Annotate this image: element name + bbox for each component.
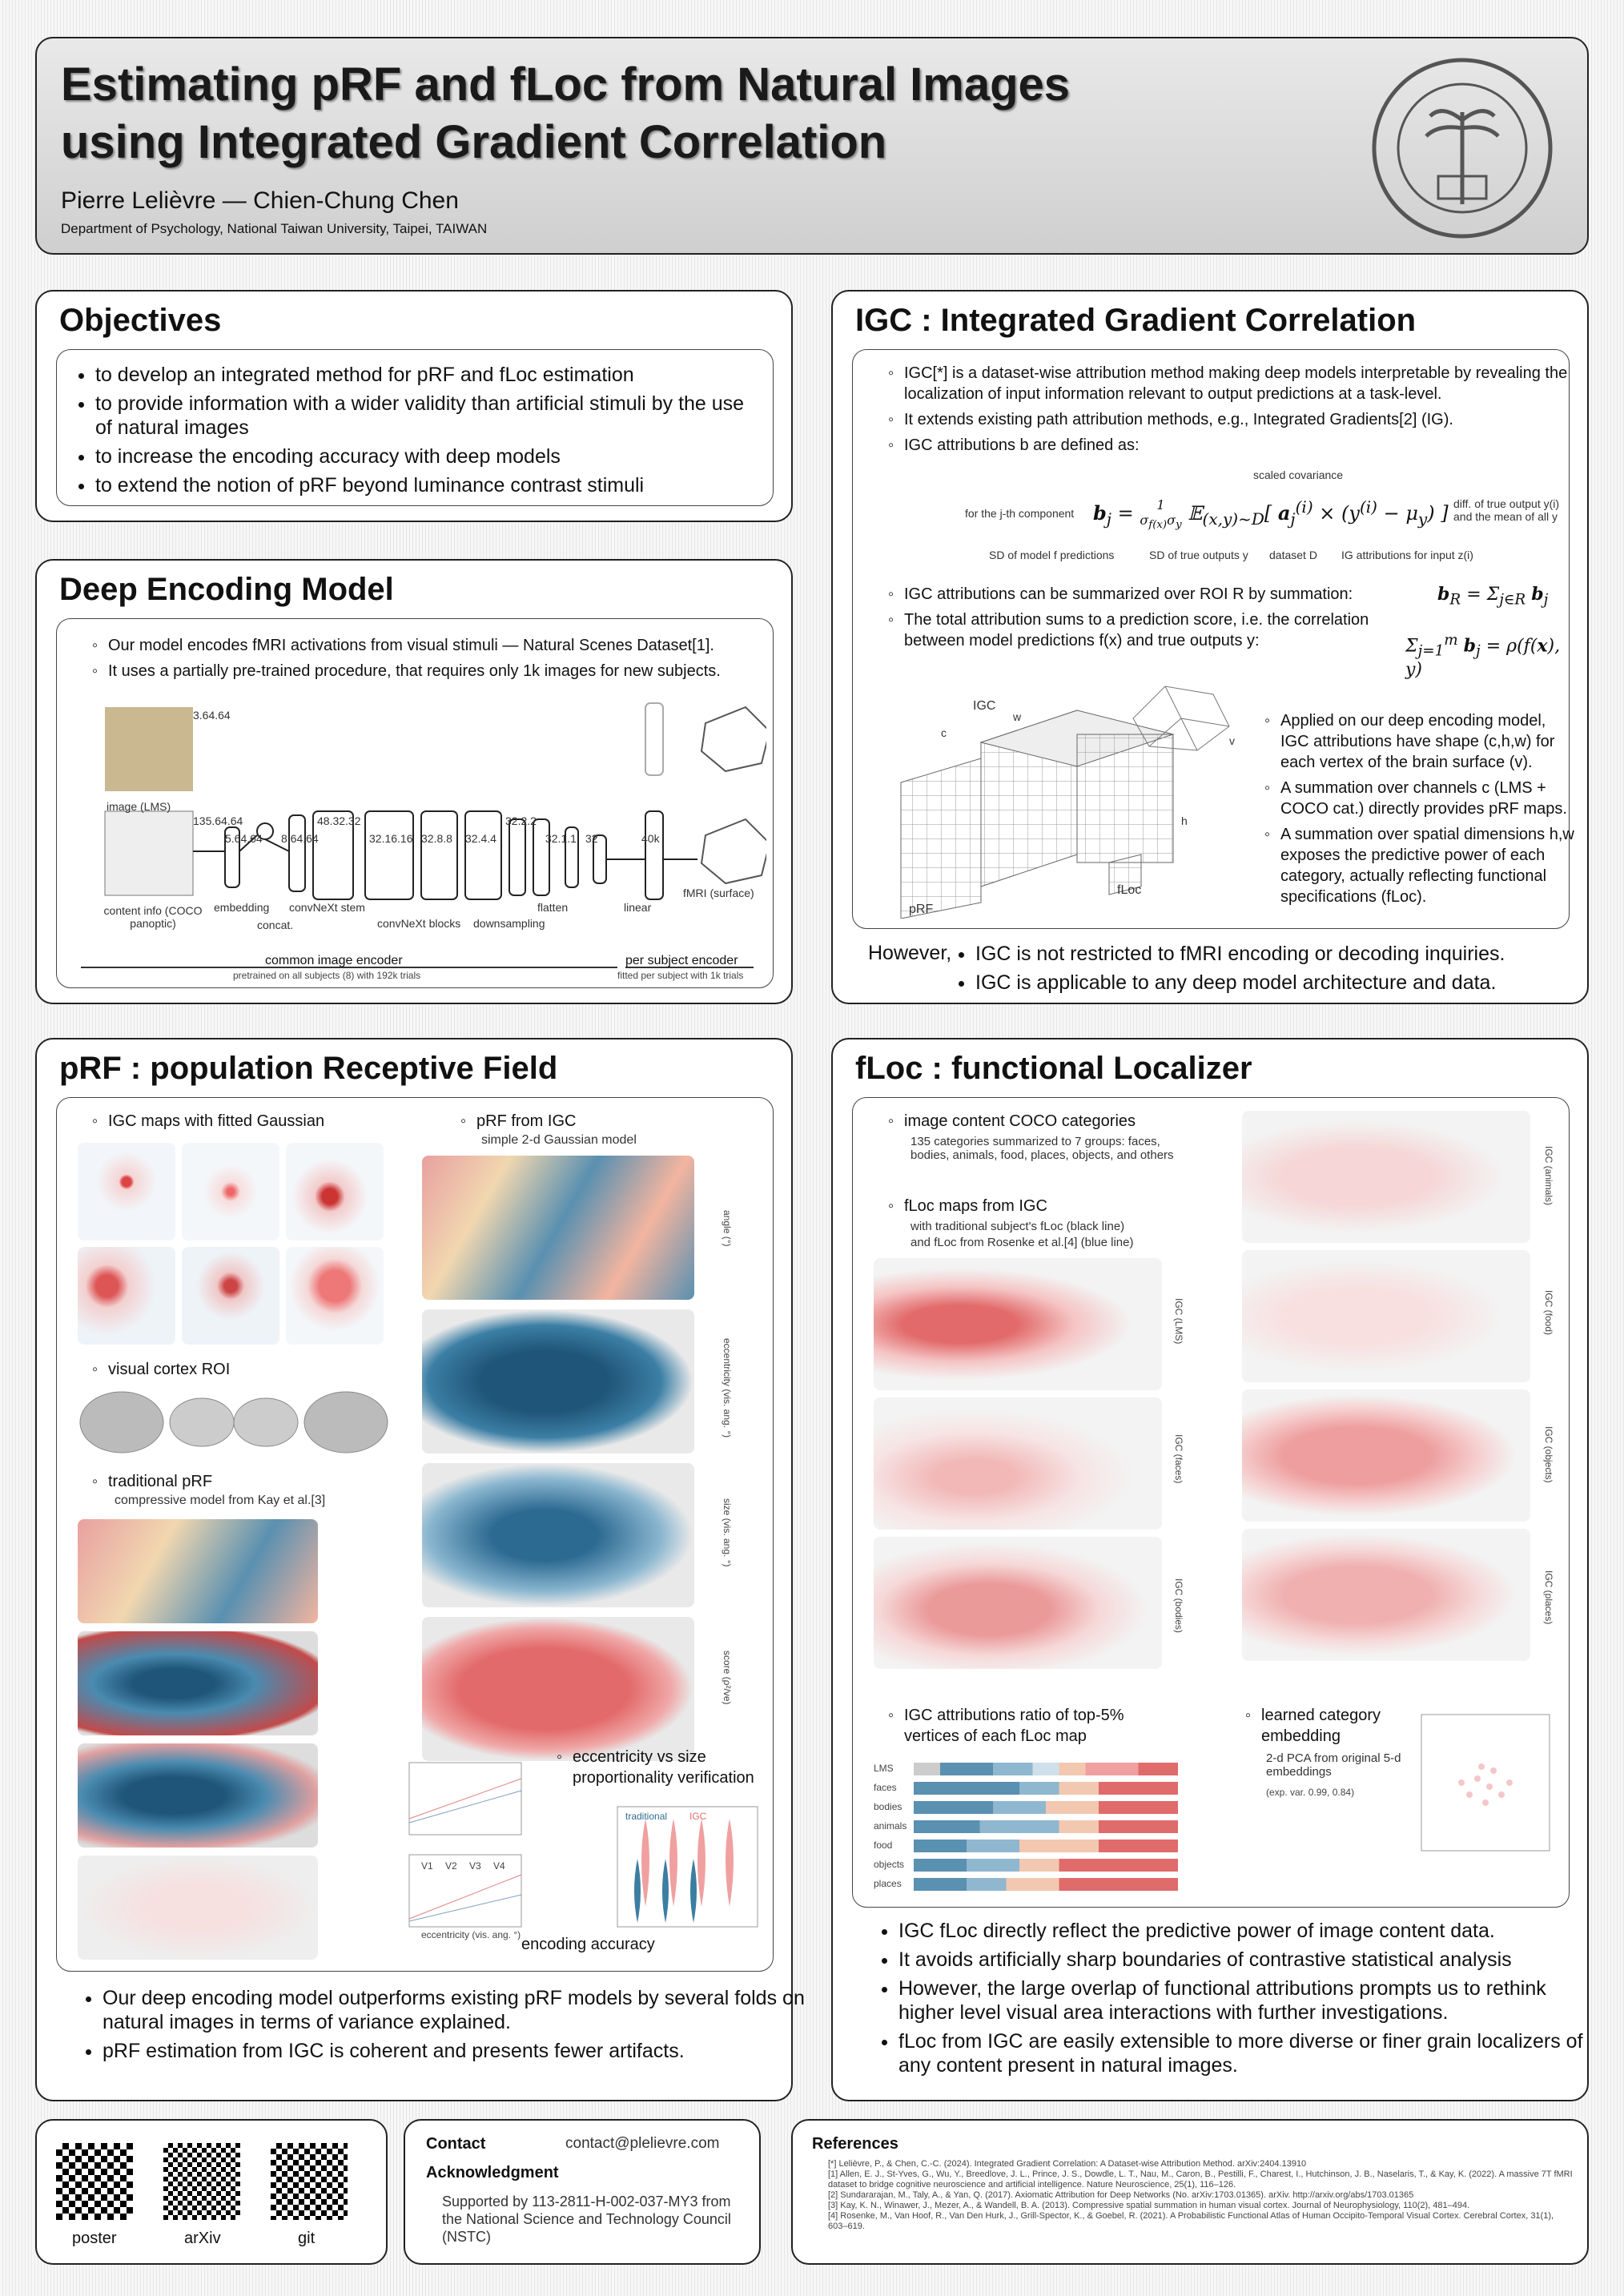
cube-label-prf: pRF <box>909 903 934 916</box>
reference-item: [4] Rosenke, M., Van Hoof, R., Van Den Hurk, J., Grill-Spector, K., & Goebel, R. (2021). A Probabilistic Functional Atlas of Human Occipito-Temporal Visual Cortex. Cerebral Cortex, 31(1), 603–619. <box>828 2211 1554 2231</box>
reference-item: [3] Kay, K. N., Winawer, J., Mezer, A., & Wandell, B. A. (2013). Compressive spatial summation in human visual cortex. Journal of Neurophysiology, 110(2), 481–494. <box>828 2201 1470 2210</box>
floc-body <box>852 1097 1570 1908</box>
however-item: • IGC is applicable to any deep model architecture and data. <box>975 971 1608 995</box>
objective-item: • to extend the notion of pRF beyond luminance contrast stimuli <box>95 473 765 497</box>
igc-section <box>831 290 1589 1004</box>
however-list <box>945 942 1608 999</box>
eq-diff: diff. of true output y(i) and the mean of all y <box>1453 497 1560 523</box>
prf-conclusion-item: • pRF estimation from IGC is coherent and presents fewer artifacts. <box>103 2039 807 2063</box>
igc-map-tile <box>286 1143 384 1240</box>
igc-list-2 <box>885 584 1401 656</box>
objective-item: • to increase the encoding accuracy with deep models <box>95 444 765 468</box>
brain-roi-figure <box>78 1386 390 1458</box>
label-downsampling: downsampling <box>473 917 545 930</box>
poster-title-line1: Estimating pRF and fLoc from Natural Images <box>61 58 1071 111</box>
encoding-accuracy-violin <box>609 1803 762 1931</box>
label-stem: convNeXt stem <box>289 901 365 914</box>
prf-roi-label: ◦ visual cortex ROI <box>89 1359 230 1385</box>
igc-list-3 <box>1261 710 1577 912</box>
architecture-diagram <box>65 691 766 979</box>
area-v3: V3 <box>469 1860 481 1872</box>
label-linear: linear <box>624 901 652 914</box>
cube-label-v: v <box>1229 734 1235 747</box>
cbar-food: IGC (food) <box>1543 1290 1554 1336</box>
embedding-scatter <box>1413 1707 1558 1867</box>
igc-score-map <box>422 1617 694 1761</box>
qr-code-git-icon[interactable] <box>271 2143 348 2220</box>
legend-traditional: traditional <box>625 1811 668 1822</box>
floc-map-bodies <box>874 1537 1162 1669</box>
cbar-objects: IGC (objects) <box>1543 1426 1554 1483</box>
poster-title-line2: using Integrated Gradient Correlation <box>61 116 887 168</box>
eq-jth: for the j-th component <box>965 507 1075 520</box>
igc-list <box>885 363 1577 460</box>
deep-encoding-list <box>89 635 781 686</box>
cbar-places: IGC (places) <box>1543 1570 1554 1625</box>
deep-encoding-body <box>56 618 774 988</box>
ratio-row-label: objects <box>874 1859 905 1870</box>
floc-map-lms <box>874 1258 1162 1390</box>
ecc-axis-label: eccentricity (vis. ang. °) <box>421 1929 521 1940</box>
objectives-list <box>65 363 765 497</box>
ratio-row-label: bodies <box>874 1801 902 1812</box>
label-image: image (LMS) <box>107 800 171 813</box>
igc-item: ◦ A summation over channels c (LMS + COCO cat.) directly provides pRF maps. <box>1280 778 1577 819</box>
qr-label-poster: poster <box>72 2230 117 2247</box>
floc-map-animals <box>1242 1111 1530 1243</box>
affiliation: Department of Psychology, National Taiwan University, Taipei, TAIWAN <box>61 221 488 236</box>
floc-conclusion-item: • It avoids artificially sharp boundaries of contrastive statistical analysis <box>898 1948 1603 1972</box>
label-common-sub: pretrained on all subjects (8) with 192k trials <box>233 970 421 981</box>
label-per-sub: fitted per subject with 1k trials <box>617 970 744 981</box>
eq-sd-model: SD of model f predictions <box>989 549 1115 561</box>
cbar-faces: IGC (faces) <box>1173 1434 1184 1484</box>
area-v2: V2 <box>445 1860 457 1872</box>
label-embedding: embedding <box>214 901 270 914</box>
floc-map-places <box>1242 1529 1530 1661</box>
linear-block <box>645 811 663 899</box>
dim-label: 32 <box>585 832 598 845</box>
label-fmri: fMRI (surface) <box>683 887 754 899</box>
label-content: content info (COCO panoptic) <box>103 904 203 930</box>
contact-label: Contact <box>426 2135 486 2153</box>
cbar-animals: IGC (animals) <box>1543 1146 1554 1206</box>
floc-map-objects <box>1242 1389 1530 1522</box>
cube-label-w: w <box>1013 710 1022 723</box>
prf-body <box>56 1097 774 1972</box>
ratio-row-label: food <box>874 1840 893 1851</box>
dim-label: 32.16.16 <box>369 832 413 845</box>
dim-label: 5.64.64 <box>225 832 263 845</box>
content-image <box>105 811 193 895</box>
university-seal-icon <box>1366 56 1558 240</box>
igc-item: ◦ The total attribution sums to a prediction score, i.e. the correlation between model predictions f(x) and true outputs y: <box>904 609 1401 651</box>
acknowledgment-label: Acknowledgment <box>426 2164 559 2181</box>
objective-item: • to develop an integrated method for pRF and fLoc estimation <box>95 363 765 387</box>
contact-email[interactable]: contact@plelievre.com <box>565 2135 720 2152</box>
references-title: References <box>812 2135 898 2153</box>
label-flatten: flatten <box>537 901 569 914</box>
dim-label: 8.64.64 <box>281 832 319 845</box>
igc-angle-map <box>422 1156 694 1300</box>
igc-item: ◦ IGC attributions can be summarized over ROI R by summation: <box>904 584 1401 605</box>
dem-item: ◦ Our model encodes fMRI activations from visual stimuli — Natural Scenes Dataset[1]. <box>108 635 781 656</box>
ratio-row-label: places <box>874 1878 902 1889</box>
objective-item: • to provide information with a wider validity than artificial stimuli by the use of natural images <box>95 392 765 440</box>
cbar-score-label: score (ρ²/ve) <box>722 1651 733 1705</box>
reference-item: [2] Sundararajan, M., Taly, A., & Yan, Q. (2017). Axiomatic Attribution for Deep Networks (No. arXiv:1703.01365). arXiv. http://arxiv.org/abs/1703.01365 <box>828 2190 1414 2200</box>
floc-content-sub: 135 categories summarized to 7 groups: faces, bodies, animals, food, places, objects, and others <box>910 1135 1174 1162</box>
objectives-body <box>56 349 774 506</box>
dim-label: 3.64.64 <box>193 709 231 722</box>
ecc-size-plot <box>393 1755 529 1947</box>
objectives-title: Objectives <box>59 303 222 338</box>
area-v4: V4 <box>493 1860 505 1872</box>
floc-embed-sub: 2-d PCA from original 5-d embeddings <box>1266 1751 1401 1779</box>
ratio-bar-chart <box>874 1755 1186 1899</box>
qr-label-arxiv: arXiv <box>184 2230 221 2247</box>
cube-label-h: h <box>1181 814 1188 827</box>
cbar-bodies: IGC (bodies) <box>1173 1578 1184 1634</box>
contact-section <box>404 2119 761 2265</box>
sum-equation-roi: $b_R = \Sigma_{j\in R}$ $b_j$ <box>1437 584 1549 609</box>
equation: $b_j = 1$ $\sigma_{f(x)}\sigma_y$ 𝔼$_{(x,y)\sim D}$[ $a_j^{(i)} \times (y^{(i)} - \mu_y)$ ] <box>1093 497 1449 532</box>
igc-map-tile <box>78 1247 175 1345</box>
floc-embed-label: ◦ learned category embedding <box>1242 1705 1421 1751</box>
label-common-encoder: common image encoder <box>265 954 403 967</box>
prf-section <box>35 1038 805 2101</box>
however-label: However, <box>868 942 952 964</box>
igc-title: IGC : Integrated Gradient Correlation <box>855 303 1417 338</box>
floc-maps-sub2: and fLoc from Rosenke et al.[4] (blue line) <box>910 1236 1134 1249</box>
prf-igc-maps-label: ◦ IGC maps with fitted Gaussian <box>89 1111 324 1136</box>
dim-label: 48.32.32 <box>317 814 361 827</box>
cbar-size-label: size (vis. ang. °) <box>722 1498 733 1567</box>
ratio-row-label: LMS <box>874 1763 894 1774</box>
trad-ecc-map <box>78 1631 318 1735</box>
floc-conclusions <box>868 1919 1603 2082</box>
eq-sd-true: SD of true outputs y <box>1149 549 1248 561</box>
label-per-subject: per subject encoder <box>625 954 738 967</box>
qr-section <box>35 2119 388 2265</box>
trad-size-map <box>78 1743 318 1848</box>
label-concat: concat. <box>257 919 294 931</box>
qr-code-poster-icon[interactable] <box>56 2143 133 2220</box>
references-section <box>791 2119 1589 2265</box>
floc-content-label: ◦ image content COCO categories <box>885 1111 1136 1136</box>
qr-code-arxiv-icon[interactable] <box>163 2143 240 2220</box>
dim-label: 32.8.8 <box>421 832 452 845</box>
reference-item: [*] Lelièvre, P., & Chen, C.-C. (2024). Integrated Gradient Correlation: A Dataset-wise Attribution Method. arXiv:2404.13910 <box>828 2159 1307 2169</box>
dim-label: 135.64.64 <box>193 814 243 827</box>
prf-conclusions <box>72 1986 807 2068</box>
floc-maps-sub1: with traditional subject's fLoc (black line) <box>910 1220 1125 1233</box>
encoding-accuracy-label: encoding accuracy <box>521 1936 655 1953</box>
reference-item: [1] Allen, E. J., St-Yves, G., Wu, Y., Breedlove, J. L., Prince, J. S., Dowdle, L. T., Nau, M., Caron, B., Pestilli, F., Charest, I., Hutchinson, J. B., Naselaris, T., & Kay, K. (2022). A massive 7T fMRI dataset to bridge cognitive neuroscience and artificial intelligence. Nature Neuroscience, 25(1), 116–126. <box>828 2169 1573 2189</box>
dim-label: 40k <box>641 832 660 845</box>
eq-dataset: dataset D <box>1269 549 1317 561</box>
igc-map-tile <box>286 1247 384 1345</box>
objectives-section <box>35 290 793 522</box>
igc-size-map <box>422 1463 694 1607</box>
floc-conclusion-item: • IGC fLoc directly reflect the predictive power of image content data. <box>898 1919 1603 1943</box>
area-v1: V1 <box>421 1860 433 1872</box>
prf-traditional-sub: compressive model from Kay et al.[3] <box>115 1494 326 1507</box>
igc-map-tile <box>182 1247 279 1345</box>
cube-label-igc: IGC <box>973 699 996 713</box>
trad-angle-map <box>78 1519 318 1623</box>
authors: Pierre Lelièvre — Chien-Chung Chen <box>61 187 459 214</box>
prf-traditional-label: ◦ traditional pRF <box>89 1471 212 1497</box>
sum-equation-score: $\Sigma_{j=1}^m$ $b_j = \rho(f(x)$, y) <box>1405 632 1561 680</box>
prf-title: pRF : population Receptive Field <box>59 1051 558 1086</box>
dim-label: 32.1.1 <box>545 832 577 845</box>
qr-label-git: git <box>298 2230 316 2247</box>
ratio-row-label: animals <box>874 1820 907 1832</box>
trad-score-map <box>78 1856 318 1960</box>
igc-item: ◦ Applied on our deep encoding model, IGC attributions have shape (c,h,w) for each vertex of the brain surface (v). <box>1280 710 1577 773</box>
floc-map-food <box>1242 1250 1530 1382</box>
dem-item: ◦ It uses a partially pre-trained procedure, that requires only 1k images for new subjects. <box>108 661 781 682</box>
igc-item: ◦ IGC attributions b are defined as: <box>904 435 1577 456</box>
floc-section <box>831 1038 1589 2101</box>
dim-label: 32.4.4 <box>465 832 496 845</box>
igc-item: ◦ A summation over spatial dimensions h,w exposes the predictive power of each category, actually reflecting functional specifications (fLoc). <box>1280 824 1577 907</box>
floc-ratio-label: ◦ IGC attributions ratio of top-5% vertices of each fLoc map <box>885 1705 1176 1751</box>
dim-label: 32.2.2 <box>505 814 537 827</box>
floc-map-faces <box>874 1397 1162 1530</box>
floc-maps-label: ◦ fLoc maps from IGC <box>885 1196 1047 1221</box>
eq-scaled-cov: scaled covariance <box>1253 468 1344 481</box>
igc-map-tile <box>182 1143 279 1240</box>
eq-ig: IG attributions for input z(i) <box>1341 549 1473 561</box>
stem-block <box>289 815 305 891</box>
cbar-ecc-label: eccentricity (vis. ang. °) <box>722 1338 733 1438</box>
igc-map-tile <box>78 1143 175 1240</box>
prf-conclusion-item: • Our deep encoding model outperforms existing pRF models by several folds on natural images in terms of variance explained. <box>103 1986 807 2034</box>
acknowledgment-text: Supported by 113-2811-H-002-037-MY3 from the National Science and Technology Council (NSTC) <box>442 2193 731 2245</box>
igc-item: ◦ IGC[*] is a dataset-wise attribution method making deep models interpretable by revealing the localization of input information relevant to output predictions at a task-level. <box>904 363 1577 404</box>
floc-conclusion-item: • However, the large overlap of functional attributions prompts us to rethink higher level visual area interactions with further investigations. <box>898 1976 1603 2025</box>
prf-from-igc-label: ◦ pRF from IGC <box>457 1111 576 1136</box>
deep-encoding-section <box>35 559 793 1004</box>
stimulus-image <box>105 707 193 791</box>
floc-title: fLoc : functional Localizer <box>855 1051 1252 1086</box>
cube-label-floc: fLoc <box>1117 883 1142 897</box>
cube-label-c: c <box>941 726 947 739</box>
prf-ecc-size-label: ◦ eccentricity vs size proportionality verification <box>553 1747 781 1793</box>
however-item: • IGC is not restricted to fMRI encoding or decoding inquiries. <box>975 942 1608 966</box>
ratio-row-label: faces <box>874 1782 897 1793</box>
deep-encoding-title: Deep Encoding Model <box>59 572 394 607</box>
header-banner <box>35 37 1589 255</box>
prf-from-igc-sub: simple 2-d Gaussian model <box>481 1133 637 1147</box>
igc-item: ◦ It extends existing path attribution methods, e.g., Integrated Gradients[2] (IG). <box>904 409 1577 430</box>
vertex-mesh-icon <box>1125 678 1237 758</box>
label-blocks: convNeXt blocks <box>377 917 461 930</box>
igc-body <box>852 349 1574 929</box>
legend-igc: IGC <box>689 1811 707 1822</box>
floc-conclusion-item: • fLoc from IGC are easily extensible to more diverse or finer grain localizers of any content present in natural images. <box>898 2029 1603 2077</box>
references-list <box>828 2159 1573 2232</box>
floc-embed-var: (exp. var. 0.99, 0.84) <box>1266 1787 1355 1798</box>
cbar-angle-label: angle (°) <box>722 1210 733 1247</box>
igc-ecc-map <box>422 1309 694 1454</box>
cbar-lms: IGC (LMS) <box>1173 1298 1184 1345</box>
